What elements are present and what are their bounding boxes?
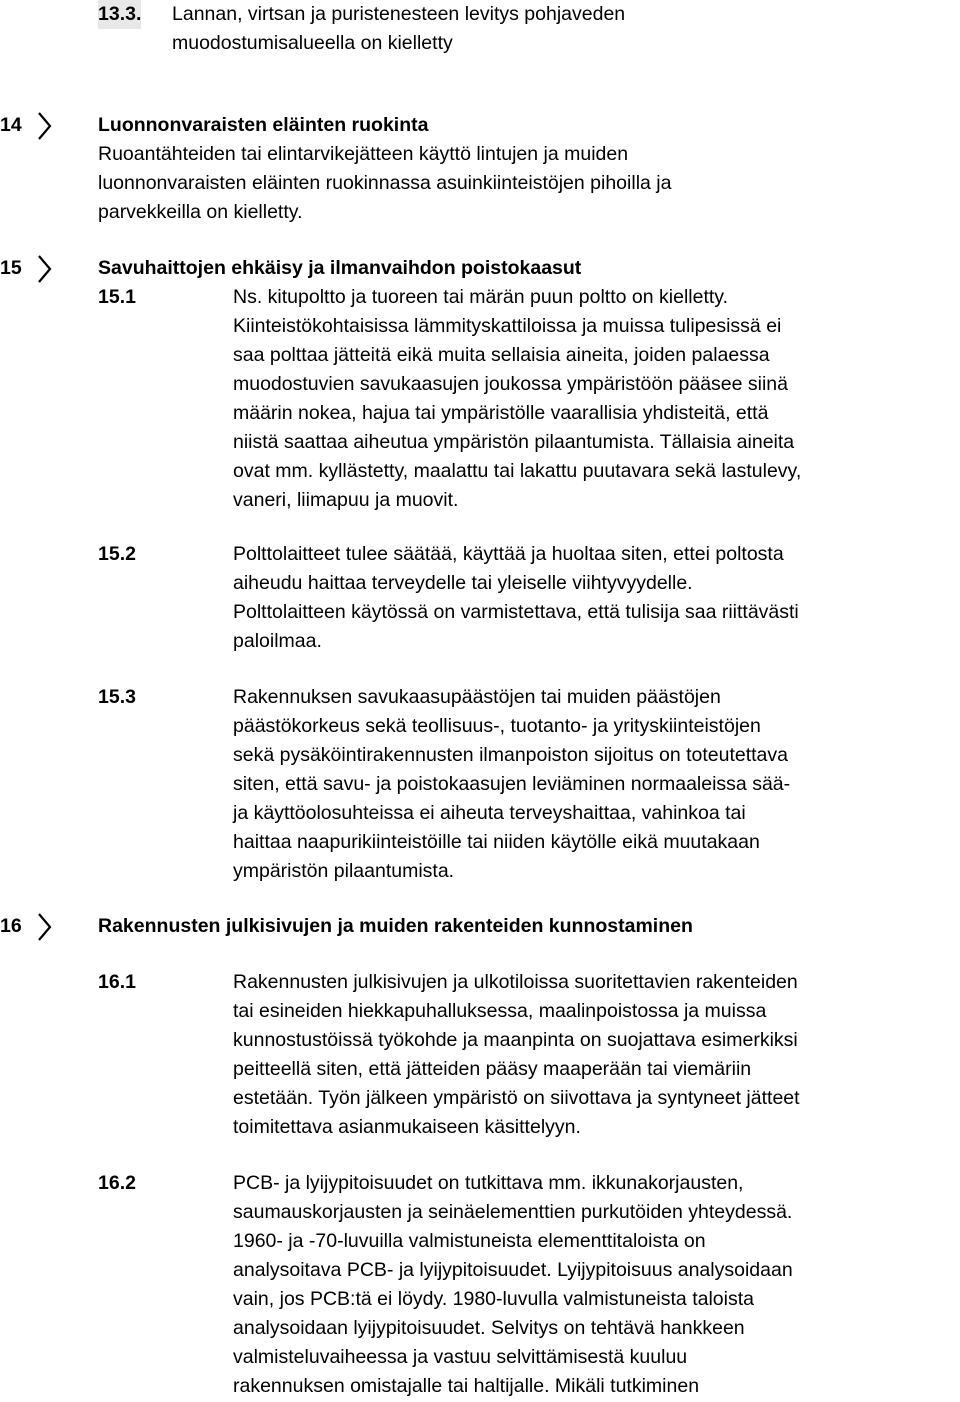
text-line: kunnostustöissä työkohde ja maanpinta on suojattava esimerkiksi — [233, 1029, 798, 1051]
section-title: Savuhaittojen ehkäisy ja ilmanvaihdon poistokaasut — [98, 257, 582, 279]
section-number: 16.2 — [98, 1172, 136, 1194]
section-number: 15 — [0, 257, 22, 279]
section-number: 14 — [0, 114, 22, 136]
text-line: ovat mm. kyllästetty, maalattu tai lakattu puutavara sekä lastulevy, — [233, 460, 802, 482]
text-line: analysoidaan lyijypitoisuudet. Selvitys on tehtävä hankkeen — [233, 1317, 745, 1339]
text-line: ja käyttöolosuhteissa ei aiheuta terveyshaittaa, vahinkoa tai — [233, 802, 746, 824]
section-number: 13.3. — [98, 0, 141, 29]
text-line: Lannan, virtsan ja puristenesteen levitys pohjaveden — [172, 3, 626, 25]
text-line: vain, jos PCB:tä ei löydy. 1980-luvulla valmistuneista taloista — [233, 1288, 754, 1310]
section-14-heading — [0, 111, 960, 140]
text-line: aiheudu haittaa terveydelle tai yleiselle viihtyvyydelle. — [233, 572, 693, 594]
text-line: paloilmaa. — [233, 630, 322, 652]
text-line: päästökorkeus sekä teollisuus-, tuotanto- ja yrityskiinteistöjen — [233, 715, 761, 737]
section-sign-icon — [36, 111, 56, 141]
section-13-3 — [0, 0, 960, 58]
section-16-1 — [0, 968, 960, 1142]
section-text — [233, 312, 801, 515]
text-line: estetään. Työn jälkeen ympäristö on siivottava ja syntyneet jätteet — [233, 1087, 800, 1109]
section-15-heading — [0, 254, 960, 283]
text-line: tai esineiden hiekkapuhalluksessa, maalinpoistossa ja muissa — [233, 1000, 767, 1022]
text-line: parvekkeilla on kielletty. — [98, 201, 303, 223]
text-line: analysoitava PCB- ja lyijypitoisuudet. Lyijypitoisuus analysoidaan — [233, 1259, 793, 1281]
section-title: Luonnonvaraisten eläinten ruokinta — [98, 114, 429, 136]
section-16-2 — [0, 1169, 960, 1401]
section-14-body — [0, 140, 960, 227]
section-sign-icon — [36, 912, 56, 942]
section-text — [233, 540, 799, 656]
text-line: Polttolaitteen käytössä on varmistettava, että tulisija saa riittävästi — [233, 601, 799, 623]
text-line: Ns. kitupoltto ja tuoreen tai märän puun poltto on kielletty. — [233, 286, 729, 308]
text-line: Rakennuksen savukaasupäästöjen tai muiden päästöjen — [233, 686, 721, 708]
text-line: saumauskorjausten ja seinäelementtien purkutöiden yhteydessä. — [233, 1201, 793, 1223]
text-line: Polttolaitteet tulee säätää, käyttää ja huoltaa siten, ettei poltosta — [233, 543, 784, 565]
text-line: ympäristön pilaantumista. — [233, 860, 455, 882]
section-text — [98, 140, 671, 227]
text-line: haittaa naapurikiinteistöille tai niiden käytölle eikä muutakaan — [233, 831, 760, 853]
text-line: luonnonvaraisten eläinten ruokinnassa asuinkiinteistöjen pihoilla ja — [98, 172, 672, 194]
text-line: muodostuvien savukaasujen joukossa ympäristöön pääsee siinä — [233, 373, 788, 395]
text-line: rakennuksen omistajalle tai haltijalle. Mikäli tutkiminen — [233, 1375, 700, 1397]
section-number: 15.3 — [98, 686, 136, 708]
text-line: PCB- ja lyijypitoisuudet on tutkittava mm. ikkunakorjausten, — [233, 1172, 744, 1194]
section-15-1 — [0, 283, 960, 515]
text-line: Kiinteistökohtaisissa lämmityskattiloissa ja muissa tulipesissä ei — [233, 315, 782, 337]
text-line: siten, että savu- ja poistokaasujen leviäminen normaaleissa sää- — [233, 773, 791, 795]
section-sign-icon — [36, 254, 56, 284]
text-line: Ruoantähteiden tai elintarvikejätteen käyttö lintujen ja muiden — [98, 143, 629, 165]
text-line: vaneri, liimapuu ja muovit. — [233, 489, 459, 511]
text-line: muodostumisalueella on kielletty — [172, 32, 453, 54]
text-line: Rakennusten julkisivujen ja ulkotiloissa suoritettavien rakenteiden — [233, 971, 798, 993]
text-line: 1960- ja -70-luvuilla valmistuneista elementtitaloista on — [233, 1230, 706, 1252]
section-15-2 — [0, 540, 960, 656]
section-text — [233, 1169, 793, 1401]
section-text — [172, 0, 625, 58]
text-line: määrin nokea, hajua tai ympäristölle vaarallisia yhdisteitä, että — [233, 402, 769, 424]
text-line: toimitettava asianmukaiseen käsittelyyn. — [233, 1116, 581, 1138]
section-15-3 — [0, 683, 960, 886]
section-number: 16 — [0, 915, 22, 937]
text-line: sekä pysäköintirakennusten ilmanpoiston sijoitus on toteutettava — [233, 744, 788, 766]
section-text — [233, 683, 790, 886]
section-number: 16.1 — [98, 971, 136, 993]
text-line: valmisteluvaiheessa ja vastuu selvittämisestä kuuluu — [233, 1346, 688, 1368]
section-title: Rakennusten julkisivujen ja muiden rakenteiden kunnostaminen — [98, 915, 693, 937]
text-line: peitteellä siten, että jätteiden pääsy maaperään tai viemäriin — [233, 1058, 752, 1080]
section-16-heading — [0, 912, 960, 941]
section-text — [233, 968, 800, 1142]
text-line: niistä saattaa aiheutua ympäristön pilaantumista. Tällaisia aineita — [233, 431, 795, 453]
section-number: 15.2 — [98, 543, 136, 565]
text-line: saa polttaa jätteitä eikä muita sellaisia aineita, joiden palaessa — [233, 344, 770, 366]
section-number: 15.1 — [98, 286, 136, 308]
